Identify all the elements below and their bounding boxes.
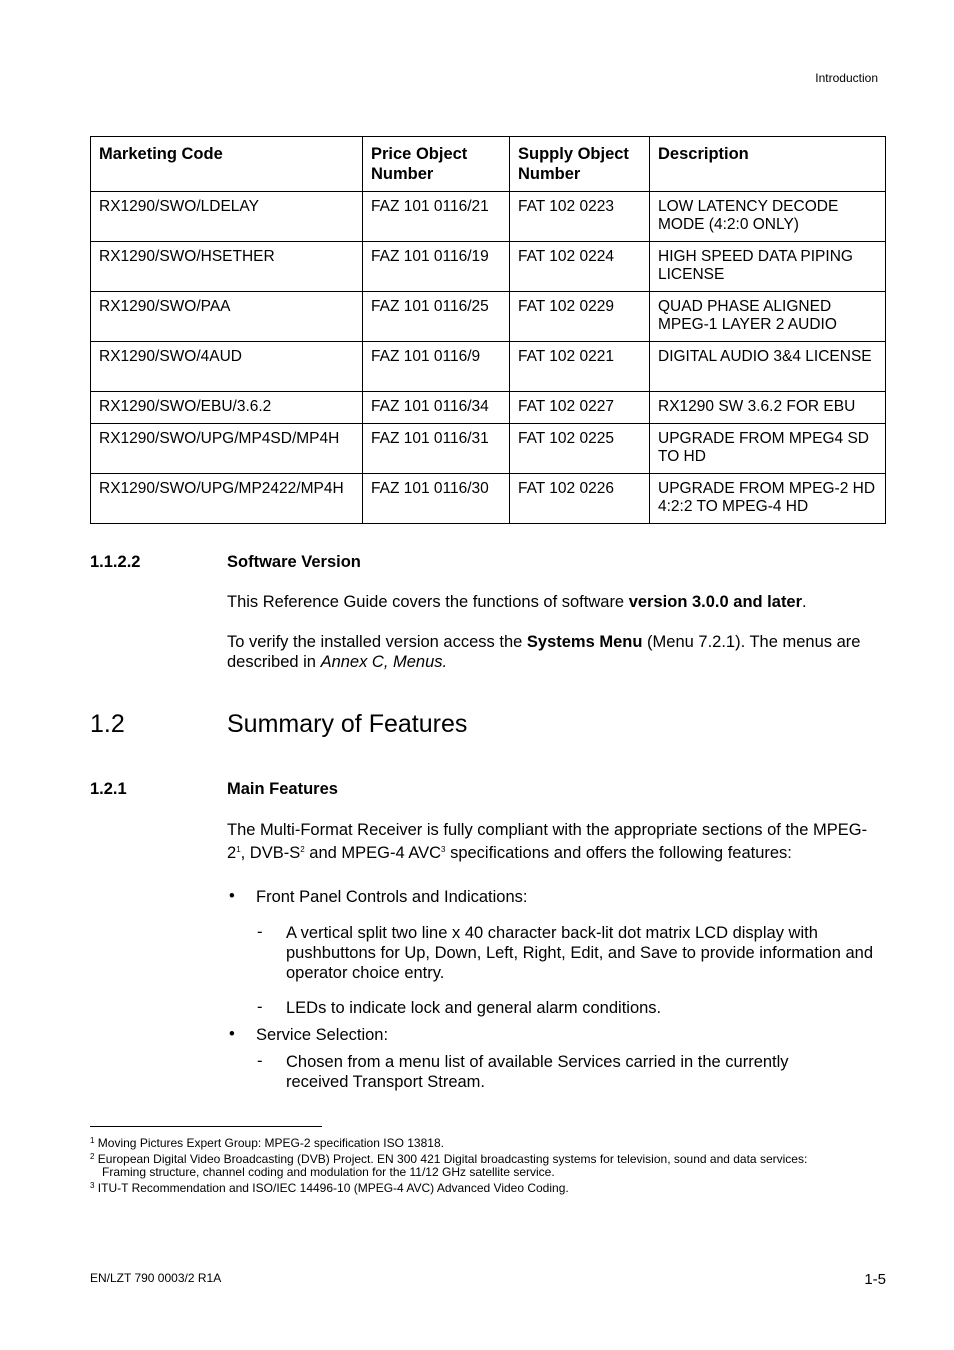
text-run: This Reference Guide covers the functions of software: [227, 593, 629, 611]
dash-icon: -: [257, 1052, 263, 1070]
section-number: 1.2.1: [90, 780, 127, 798]
col-header-supply-object-number: Supply Object Number: [510, 137, 650, 192]
footnote-number: 3: [90, 1181, 95, 1190]
table-header-row: [91, 137, 886, 192]
italic-text: Annex C, Menus.: [320, 653, 448, 671]
bold-text: version 3.0.0 and later: [628, 593, 803, 611]
table-row: [91, 242, 886, 292]
footnote-number: 1: [90, 1136, 95, 1145]
cell-marketing-code: RX1290/SWO/PAA: [91, 292, 363, 342]
paragraph: [227, 592, 885, 612]
heading-title: Summary of Features: [227, 710, 468, 738]
footnote-ref: 3: [441, 845, 446, 854]
cell-price-object: FAZ 101 0116/9: [363, 342, 510, 392]
footnote: [90, 1134, 444, 1150]
table-row: [91, 424, 886, 474]
col-header-description: Description: [650, 137, 886, 192]
sub-list-item: Chosen from a menu list of available Services carried in the currently received Transport Stream.: [286, 1053, 789, 1091]
dash-icon: -: [257, 998, 263, 1016]
heading-number: 1.2: [90, 710, 125, 738]
page-number: 1-5: [864, 1271, 886, 1288]
text-run: The Multi-Format Receiver is fully compliant with the appropriate sections of the MPEG-2: [227, 821, 868, 862]
bold-text: Systems Menu: [526, 633, 643, 651]
text-run: specifications and offers the following features:: [445, 844, 792, 862]
list-item: Service Selection:: [256, 1026, 389, 1044]
cell-price-object: FAZ 101 0116/25: [363, 292, 510, 342]
list-item: Front Panel Controls and Indications:: [256, 888, 528, 906]
cell-marketing-code: RX1290/SWO/4AUD: [91, 342, 363, 392]
product-code-table: [90, 136, 886, 524]
cell-description: UPGRADE FROM MPEG4 SD TO HD: [650, 424, 886, 474]
sub-list-item: A vertical split two line x 40 character back-lit dot matrix LCD display with pushbuttons for Up, Down, Left, Right, Edit, and Save to provide information and operator choice entry.: [286, 924, 874, 982]
table-row: [91, 392, 886, 424]
cell-supply-object: FAT 102 0226: [510, 474, 650, 524]
paragraph: [227, 632, 885, 672]
cell-supply-object: FAT 102 0227: [510, 392, 650, 424]
cell-description: UPGRADE FROM MPEG-2 HD 4:2:2 TO MPEG-4 HD: [650, 474, 886, 524]
footnote-number: 2: [90, 1152, 95, 1161]
cell-supply-object: FAT 102 0223: [510, 192, 650, 242]
cell-marketing-code: RX1290/SWO/HSETHER: [91, 242, 363, 292]
section-title: Main Features: [227, 780, 338, 798]
cell-price-object: FAZ 101 0116/30: [363, 474, 510, 524]
cell-price-object: FAZ 101 0116/21: [363, 192, 510, 242]
section-title: Software Version: [227, 553, 361, 571]
cell-supply-object: FAT 102 0224: [510, 242, 650, 292]
text-run: .: [802, 593, 807, 611]
cell-description: LOW LATENCY DECODE MODE (4:2:0 ONLY): [650, 192, 886, 242]
col-header-price-object-number: Price Object Number: [363, 137, 510, 192]
cell-marketing-code: RX1290/SWO/LDELAY: [91, 192, 363, 242]
text-run: To verify the installed version access the: [227, 633, 527, 651]
document-id: EN/LZT 790 0003/2 R1A: [90, 1271, 222, 1285]
footnote-text: European Digital Video Broadcasting (DVB) Project. EN 300 421 Digital broadcasting systems for television, sound and data services:: [97, 1152, 808, 1166]
dash-icon: -: [257, 923, 263, 941]
footnote: [90, 1179, 569, 1195]
table-row: [91, 342, 886, 392]
running-header: Introduction: [815, 71, 878, 85]
footnote-divider: [90, 1126, 322, 1127]
cell-description: QUAD PHASE ALIGNED MPEG-1 LAYER 2 AUDIO: [650, 292, 886, 342]
sub-list-item: LEDs to indicate lock and general alarm conditions.: [286, 999, 662, 1017]
footnote-text: ITU-T Recommendation and ISO/IEC 14496-10 (MPEG-4 AVC) Advanced Video Coding.: [97, 1181, 569, 1195]
cell-price-object: FAZ 101 0116/34: [363, 392, 510, 424]
cell-supply-object: FAT 102 0225: [510, 424, 650, 474]
table-row: [91, 192, 886, 242]
text-run: (Menu 7.2.1). The menus are described in: [227, 633, 861, 671]
bullet-icon: •: [229, 1025, 235, 1043]
footnote: [90, 1150, 807, 1166]
footnote-ref: 1: [236, 845, 241, 854]
table-row: [91, 292, 886, 342]
cell-marketing-code: RX1290/SWO/UPG/MP2422/MP4H: [91, 474, 363, 524]
section-number: 1.1.2.2: [90, 553, 141, 571]
cell-price-object: FAZ 101 0116/31: [363, 424, 510, 474]
text-run: , DVB-S: [240, 844, 301, 862]
bullet-icon: •: [229, 887, 235, 905]
cell-marketing-code: RX1290/SWO/EBU/3.6.2: [91, 392, 363, 424]
footnote-text: Moving Pictures Expert Group: MPEG-2 specification ISO 13818.: [97, 1136, 444, 1150]
cell-price-object: FAZ 101 0116/19: [363, 242, 510, 292]
footnote-continuation: Framing structure, channel coding and modulation for the 11/12 GHz satellite service.: [102, 1165, 555, 1179]
cell-description: RX1290 SW 3.6.2 FOR EBU: [650, 392, 886, 424]
table-row: [91, 474, 886, 524]
cell-supply-object: FAT 102 0221: [510, 342, 650, 392]
text-run: and MPEG-4 AVC: [304, 844, 442, 862]
cell-description: DIGITAL AUDIO 3&4 LICENSE: [650, 342, 886, 392]
col-header-marketing-code: Marketing Code: [91, 137, 363, 192]
cell-supply-object: FAT 102 0229: [510, 292, 650, 342]
cell-marketing-code: RX1290/SWO/UPG/MP4SD/MP4H: [91, 424, 363, 474]
paragraph: [227, 820, 885, 863]
cell-description: HIGH SPEED DATA PIPING LICENSE: [650, 242, 886, 292]
footnote-ref: 2: [300, 845, 305, 854]
